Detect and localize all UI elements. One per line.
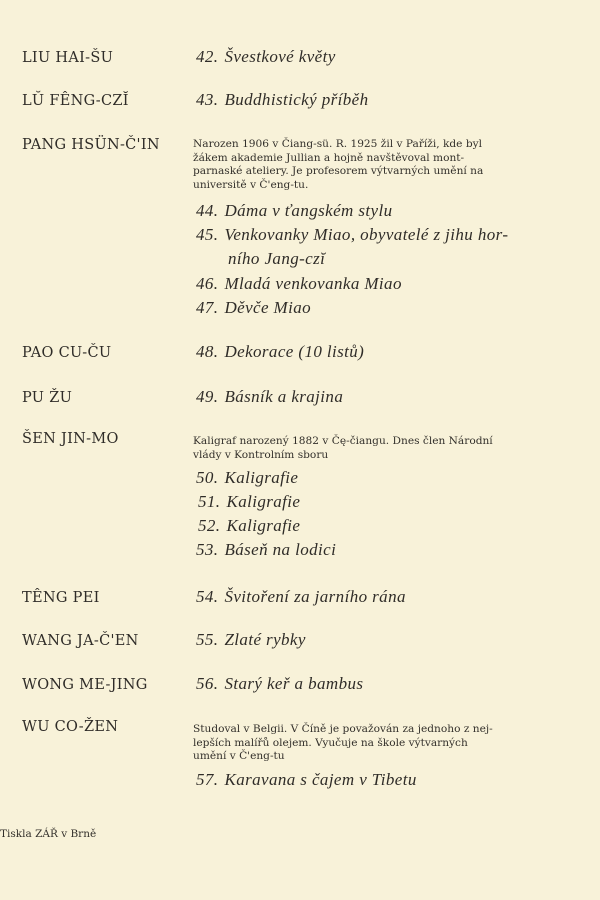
bio-line: vlády v Kontrolním sboru: [193, 448, 329, 461]
work-title-continuation: ního Jang-czĭ: [228, 249, 326, 268]
work-number: 46.: [196, 274, 219, 293]
work-number: 55.: [196, 630, 219, 649]
work-title: Kaligrafie: [226, 516, 301, 535]
bio-line: žákem akademie Jullian a hojně navštěvoval mont-: [193, 151, 465, 164]
artist-name: WU CO-ŽEN: [22, 719, 119, 735]
work-item: [196, 770, 417, 790]
work-number: 50.: [196, 468, 219, 487]
work-item: [196, 587, 406, 607]
bio-line: lepších malířů olejem. Vyučuje na škole výtvarných: [193, 736, 468, 749]
work-title: Buddhistický příběh: [224, 90, 369, 109]
work-number: 48.: [196, 342, 219, 361]
work-number: 53.: [196, 540, 219, 559]
work-item: [196, 674, 363, 694]
artist-name: ŠEN JIN-MO: [22, 431, 119, 447]
bio-line: Kaligraf narozený 1882 v Čę-čiangu. Dnes člen Národní: [193, 435, 493, 447]
work-item: [196, 201, 392, 221]
bio-line: Studoval v Belgii. V Číně je považován za jednoho z nej-: [193, 723, 493, 735]
work-number: 54.: [196, 587, 219, 606]
work-title: Děvče Miao: [224, 298, 312, 317]
work-title: Báseň na lodici: [224, 540, 337, 559]
work-number: 44.: [196, 201, 219, 220]
work-title: Karavana s čajem v Tibetu: [224, 770, 417, 789]
work-title: Básník a krajina: [224, 387, 344, 406]
work-item: [196, 47, 336, 67]
work-item: [198, 492, 300, 512]
work-number: 43.: [196, 90, 219, 109]
work-item: [196, 630, 306, 650]
work-item: [196, 468, 298, 488]
bio-line: parnaské ateliery. Je profesorem výtvarných umění na: [193, 165, 484, 177]
artist-bio: [193, 723, 563, 764]
work-number: 42.: [196, 47, 219, 66]
show-through-artifact: [555, 40, 560, 60]
artist-name: WANG JA-Č'EN: [22, 633, 139, 649]
work-title: Mladá venkovanka Miao: [224, 274, 402, 293]
work-item: [196, 298, 311, 318]
artist-name: LŬ FÊNG-CZĬ: [22, 93, 129, 109]
work-title: Švitoření za jarního rána: [224, 587, 406, 606]
work-item: [198, 516, 300, 536]
artist-name: PAO CU-ČU: [22, 345, 112, 361]
bio-line: universitě v Č'eng-tu.: [193, 178, 309, 191]
artist-name: PANG HSÜN-Č'IN: [22, 137, 160, 153]
artist-bio: [193, 138, 563, 192]
artist-bio: [193, 435, 563, 462]
work-number: 49.: [196, 387, 219, 406]
work-number: 47.: [196, 298, 219, 317]
printer-imprint: Tiskla ZÁŘ v Brně: [0, 828, 97, 840]
work-number: 45.: [196, 225, 219, 244]
work-number: 56.: [196, 674, 219, 693]
work-number: 51.: [198, 492, 221, 511]
work-title: Dekorace (10 listů): [224, 342, 365, 361]
work-item: [196, 387, 343, 407]
work-item: [196, 342, 364, 362]
artist-name: PU ŽU: [22, 390, 73, 406]
artist-name: LIU HAI-ŠU: [22, 50, 114, 66]
work-title: Zlaté rybky: [224, 630, 306, 649]
work-item: [196, 90, 369, 110]
work-number: 57.: [196, 770, 219, 789]
work-title: Švestkové květy: [224, 47, 336, 66]
work-title: Starý keř a bambus: [224, 674, 364, 693]
work-item: [196, 274, 402, 294]
work-title: Kaligrafie: [224, 468, 299, 487]
artist-name: WONG ME-JING: [22, 677, 148, 693]
bio-line: Narozen 1906 v Čiang-sü. R. 1925 žil v Paříži, kde byl: [193, 138, 482, 150]
work-title: Dáma v ťangském stylu: [224, 201, 393, 220]
work-title: Venkovanky Miao, obyvatelé z jihu hor-: [224, 225, 509, 244]
work-title: Kaligrafie: [226, 492, 301, 511]
bio-line: umění v Č'eng-tu: [193, 750, 285, 762]
work-item: [196, 225, 508, 245]
work-item: [196, 540, 336, 560]
artist-name: TÊNG PEI: [22, 590, 100, 606]
work-number: 52.: [198, 516, 221, 535]
